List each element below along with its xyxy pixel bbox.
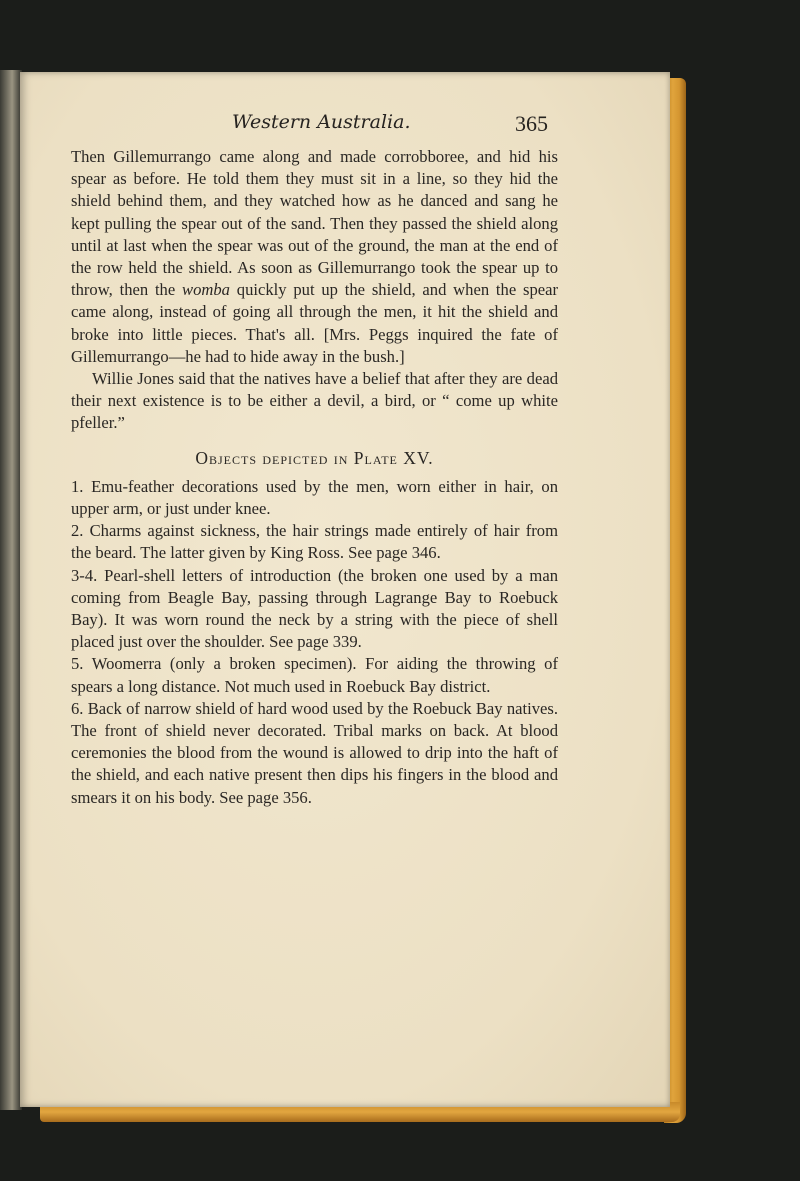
italic-term: womba — [182, 280, 230, 300]
list-item: 2. Charms against sickness, the hair strings made entirely of hair from the beard. The latter given by King Ross. See page 346. — [71, 521, 558, 563]
paragraph-belief: Willie Jones said that the natives have a belief that after they are dead their next existence is to be either a devil, a bird, or “ come up white pfeller.” — [71, 369, 558, 433]
paragraph-corrobboree — [71, 146, 558, 368]
running-title: Western Australia. — [232, 111, 411, 133]
page-stack-left-edge — [0, 70, 22, 1110]
paragraph-text: Then Gillemurrango came along and made corrobboree, and hid his spear as before. He told them they must sit in a line, so they hid the shield behind them, and they watched how as he danced and sang he kept pulling the spear out of the sand. Then they passed the shield along until at last when the spear was out of the ground, the man at the end of the row held the shield. As soon as Gillemurrango took the spear up to throw, then the — [71, 147, 558, 300]
page-number: 365 — [515, 111, 548, 136]
section-heading: Objects depicted in Plate XV. — [195, 447, 434, 468]
paragraph-text: quickly put up the shield, and when the spear came along, instead of going all through the men, it hit the shield and broke into little pieces. That's all. [Mrs. Peggs inquired the fate of Gillemurrango—he had to hide away in the bush.] — [71, 280, 558, 366]
list-item: 6. Back of narrow shield of hard wood used by the Roebuck Bay natives. The front of shield never decorated. Tribal marks on back. At blood ceremonies the blood from the wound is allowed to drip into the haft of the shield, and each native present then dips his fingers in the blood and smears it on his body. See page 356. — [71, 698, 558, 807]
list-item: 3-4. Pearl-shell letters of introduction (the broken one used by a man coming from Beagle Bay, passing through Lagrange Bay to Roebuck Bay). It was worn round the neck by a string with the piece of shell placed just over the shoulder. See page 339. — [71, 565, 558, 652]
list-item: 5. Woomerra (only a broken specimen). For aiding the throwing of spears a long distance. Not much used in Roebuck Bay district. — [71, 654, 558, 696]
list-item: 1. Emu-feather decorations used by the men, worn either in hair, on upper arm, or just under knee. — [71, 476, 558, 519]
body-text — [71, 146, 558, 809]
running-head — [70, 111, 548, 141]
